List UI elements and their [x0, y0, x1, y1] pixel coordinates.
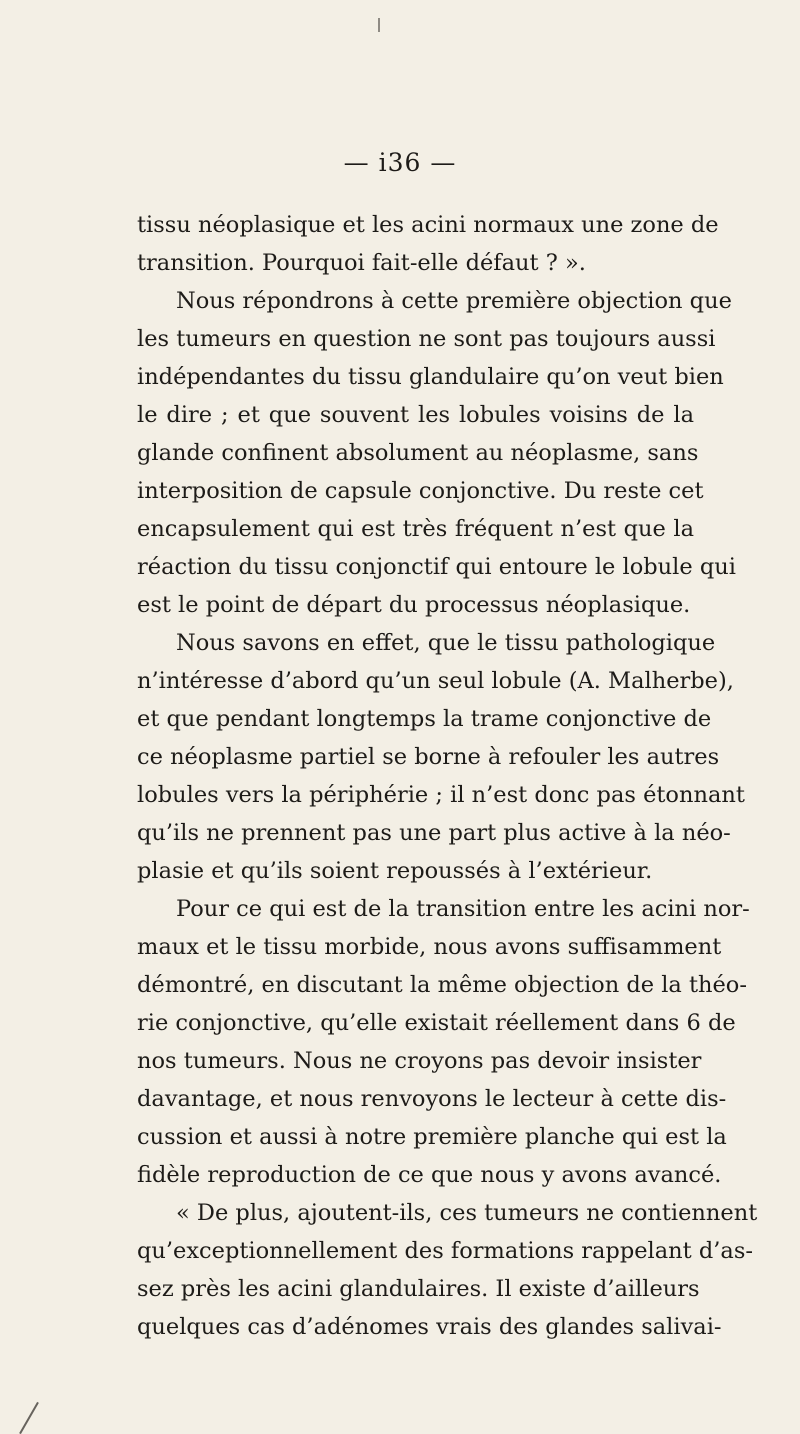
text-line: Nous savons en effet, que le tissu pathologique: [176, 630, 716, 656]
text-line: qu’ils ne prennent pas une part plus active à la néo-: [137, 820, 731, 846]
text-line: et que pendant longtemps la trame conjonctive de: [137, 706, 712, 732]
text-line: les tumeurs en question ne sont pas toujours aussi: [137, 326, 716, 352]
text-line: sez près les acini glandulaires. Il existe d’ailleurs: [137, 1276, 700, 1302]
text-line: indépendantes du tissu glandulaire qu’on veut bien: [137, 364, 724, 390]
page-number: — i36 —: [343, 148, 457, 177]
text-line: « De plus, ajoutent-ils, ces tumeurs ne contiennent: [176, 1200, 758, 1226]
text-line: encapsulement qui est très fréquent n’est que la: [137, 516, 694, 542]
text-line: fidèle reproduction de ce que nous y avons avancé.: [137, 1162, 722, 1188]
text-line: nos tumeurs. Nous ne croyons pas devoir insister: [137, 1048, 702, 1074]
text-line: interposition de capsule conjonctive. Du reste cet: [137, 478, 704, 504]
text-line: tissu néoplasique et les acini normaux une zone de: [137, 212, 719, 238]
text-line: Pour ce qui est de la transition entre les acini nor-: [176, 896, 750, 922]
text-line: cussion et aussi à notre première planche qui est la: [137, 1124, 727, 1150]
text-line: qu’exceptionnellement des formations rappelant d’as-: [137, 1238, 753, 1264]
ink-speck: [378, 18, 380, 32]
text-line: plasie et qu’ils soient repoussés à l’extérieur.: [137, 858, 653, 884]
text-line: démontré, en discutant la même objection de la théo-: [137, 972, 747, 998]
text-line: lobules vers la périphérie ; il n’est donc pas étonnant: [137, 782, 745, 808]
text-line: davantage, et nous renvoyons le lecteur à cette dis-: [137, 1086, 727, 1112]
text-line: réaction du tissu conjonctif qui entoure le lobule qui: [137, 554, 736, 580]
text-line: quelques cas d’adénomes vrais des glandes salivai-: [137, 1314, 722, 1340]
text-line: glande confinent absolument au néoplasme, sans: [137, 440, 699, 466]
text-line: est le point de départ du processus néoplasique.: [137, 592, 691, 618]
text-line: Nous répondrons à cette première objection que: [176, 288, 732, 314]
text-line: le dire ; et que souvent les lobules voisins de la: [137, 402, 694, 428]
text-line: n’intéresse d’abord qu’un seul lobule (A. Malherbe),: [137, 668, 734, 694]
text-line: maux et le tissu morbide, nous avons suffisamment: [137, 934, 722, 960]
text-line: rie conjonctive, qu’elle existait réellement dans 6 de: [137, 1010, 736, 1036]
text-line: transition. Pourquoi fait-elle défaut ? ».: [137, 250, 586, 276]
text-line: ce néoplasme partiel se borne à refouler les autres: [137, 744, 720, 770]
